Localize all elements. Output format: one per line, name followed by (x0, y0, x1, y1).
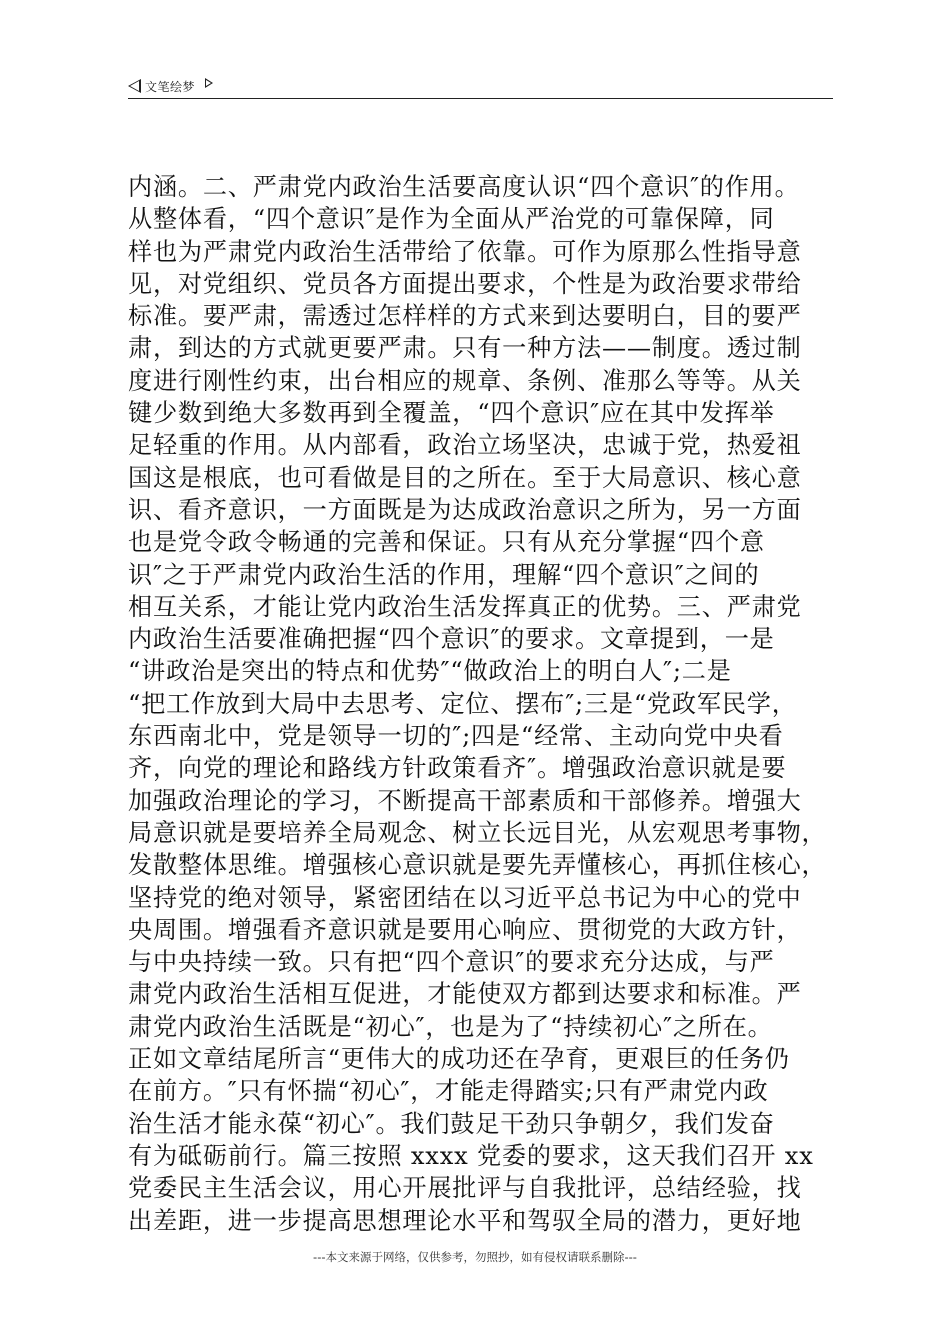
triangle-right-icon (205, 78, 213, 88)
text-line: 发散整体思维。增强核心意识就是要先弄懂核心，再抓住核心， (128, 850, 827, 880)
page-header (128, 74, 833, 99)
page-footer: ---本文来源于网络，仅供参考，勿照抄，如有侵权请联系删除--- (313, 1250, 637, 1264)
triangle-left-icon (128, 79, 141, 93)
text-line: 足轻重的作用。从内部看，政治立场坚决，忠诚于党，热爱祖 (128, 430, 802, 460)
text-line: “讲政治是突出的特点和优势″“做政治上的明白人″;二是 (128, 656, 732, 686)
text-line: 局意识就是要培养全局观念、树立长远目光，从宏观思考事物， (128, 817, 827, 847)
text-line: 肃，到达的方式就更要严肃。只有一种方法——制度。透过制 (128, 333, 802, 363)
text-line: 相互关系，才能让党内政治生活发挥真正的优势。三、严肃党 (128, 591, 802, 621)
text-line: 有为砥砺前行。篇三按照 xxxx 党委的要求，这天我们召开 xx (128, 1140, 814, 1170)
text-line: 也是党令政令畅通的完善和保证。只有从充分掌握“四个意 (128, 527, 765, 557)
text-line: 样也为严肃党内政治生活带给了依靠。可作为原那么性指导意 (128, 236, 802, 266)
text-line: 国这是根底，也可看做是目的之所在。至于大局意识、核心意 (128, 462, 802, 492)
text-line: 键少数到绝大多数再到全覆盖，“四个意识″应在其中发挥举 (128, 398, 775, 428)
text-line: 党委民主生活会议，用心开展批评与自我批评，总结经验，找 (128, 1173, 802, 1203)
text-line: 识″之于严肃党内政治生活的作用，理解“四个意识″之间的 (128, 559, 760, 589)
text-line: 央周围。增强看齐意识就是要用心响应、贯彻党的大政方针， (128, 914, 802, 944)
text-line: 东西南北中，党是领导一切的″;四是“经常、主动向党中央看 (128, 721, 784, 751)
text-line: 肃党内政治生活相互促进，才能使双方都到达要求和标准。严 (128, 979, 802, 1009)
text-line: 肃党内政治生活既是“初心″，也是为了“持续初心″之所在。 (128, 1011, 773, 1041)
text-line: 标准。要严肃，需透过怎样样的方式来到达要明白，目的要严 (128, 301, 802, 331)
text-line: 从整体看，“四个意识″是作为全面从严治党的可靠保障，同 (128, 204, 775, 234)
text-line: 识、看齐意识，一方面既是为达成政治意识之所为，另一方面 (128, 494, 802, 524)
text-line: 内政治生活要准确把握“四个意识″的要求。文章提到，一是 (128, 624, 775, 654)
text-line: 正如文章结尾所言“更伟大的成功还在孕育，更艰巨的任务仍 (128, 1044, 790, 1074)
text-line: 度进行刚性约束，出台相应的规章、条例、准那么等等。从关 (128, 365, 802, 395)
document-body (128, 171, 843, 1237)
header-title: 文笔绘梦 (145, 79, 196, 94)
text-line: 齐，向党的理论和路线方针政策看齐″。增强政治意识就是要 (128, 753, 787, 783)
text-line: 见，对党组织、党员各方面提出要求，个性是为政治要求带给 (128, 268, 802, 298)
text-line: 加强政治理论的学习，不断提高干部素质和干部修养。增强大 (128, 785, 802, 815)
text-line: 内涵。二、严肃党内政治生活要高度认识“四个意识″的作用。 (128, 172, 800, 201)
text-line: “把工作放到大局中去思考、定位、摆布″;三是“党政军民学， (128, 688, 797, 718)
text-line: 出差距，进一步提高思想理论水平和驾驭全局的潜力，更好地 (128, 1205, 802, 1235)
text-line: 治生活才能永葆“初心″。我们鼓足干劲只争朝夕，我们发奋 (128, 1108, 775, 1138)
text-line: 与中央持续一致。只有把“四个意识″的要求充分达成，与严 (128, 947, 775, 977)
text-line: 坚持党的绝对领导，紧密团结在以习近平总书记为中心的党中 (128, 882, 802, 912)
text-line: 在前方。″只有怀揣“初心″，才能走得踏实;只有严肃党内政 (128, 1076, 769, 1106)
